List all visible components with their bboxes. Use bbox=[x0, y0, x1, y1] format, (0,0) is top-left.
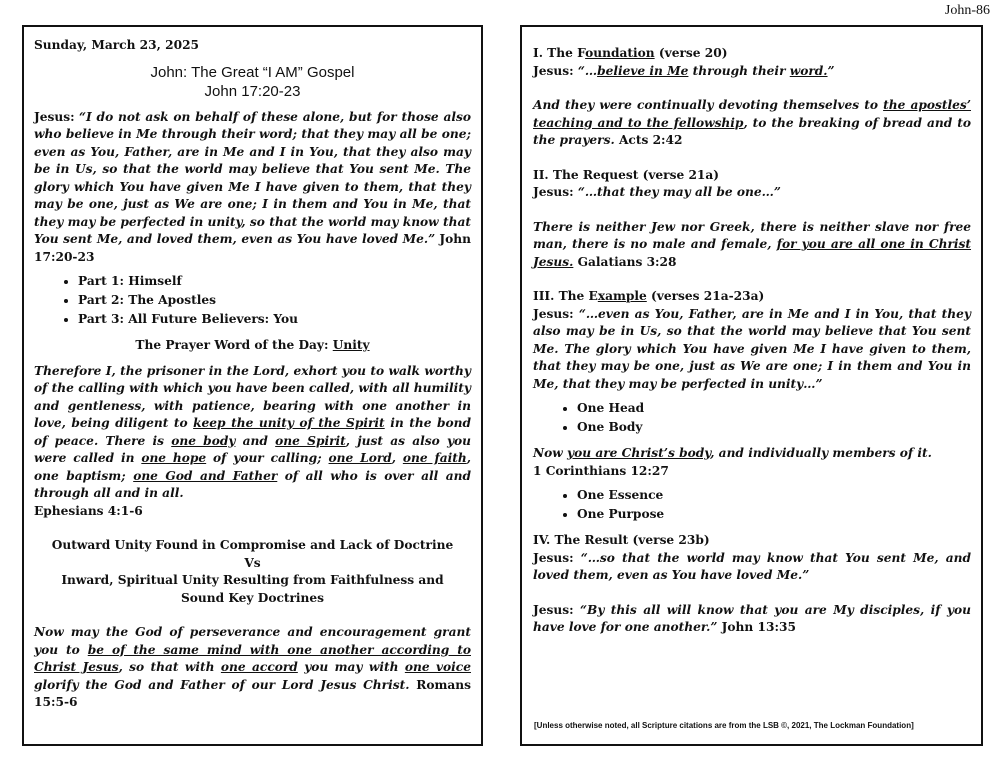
romans-passage: Now may the God of perseverance and encouragement grant you to be of the same mind with one another according to Christ Jesus, so that with one accord you may with one voice glorify the God and Father of our Lord Jesus Christ. Romans 15:5-6 bbox=[34, 625, 471, 709]
parts-list bbox=[34, 272, 471, 329]
quote-text: “I do not ask on behalf of these alone, but for those also who believe in Me through their word; that they may all be one; even as You, Father, are in Me and I in You, that they also may be in Us, so that the world may believe that You sent Me. The glory which You have given Me I have given to them, that they may be one, just as We are one; I in them and You in Me, that they may be perfected in unity, so that the world may know that You sent Me, and loved them, even as You have loved Me.” bbox=[34, 109, 471, 246]
title-line-2: John 17:20-23 bbox=[204, 82, 301, 100]
section-request-heading: II. The Request (verse 21a) bbox=[533, 167, 720, 182]
prayer-word-value: Unity bbox=[332, 338, 370, 352]
section-result-heading: IV. The Result (verse 23b) bbox=[533, 533, 710, 547]
section-result-quote: Jesus: “…so that the world may know that You sent Me, and loved them, even as You have loved Me.” bbox=[533, 550, 971, 582]
list-item: • One Head bbox=[577, 399, 971, 418]
list-item: • One Purpose bbox=[577, 505, 971, 524]
list-item: • Part 3: All Future Believers: You bbox=[78, 310, 471, 329]
prayer-word: The Prayer Word of the Day: Unity bbox=[135, 338, 370, 352]
sermon-title bbox=[34, 63, 471, 101]
galatians-passage: There is neither Jew nor Greek, there is neither slave nor free man, there is no male and female, for you are all one in Christ Jesus. Galatians 3:28 bbox=[533, 219, 972, 269]
right-panel bbox=[520, 25, 983, 746]
ephesians-passage: Therefore I, the prisoner in the Lord, exhort you to walk worthy of the calling with which you have been called, with all humility and gentleness, with patience, bearing with one another in love, being diligent to keep the unity of the Spirit in the bond of peace. There is one body and one Spirit, just as also you were called in one hope of your calling; one Lord, one faith, one baptism; one God and Father of all who is over all and through all and in all. Ephesians 4:1-6 bbox=[34, 363, 472, 518]
section-request-quote: Jesus: “…that they may all be one…” bbox=[533, 185, 781, 199]
john-17-quote bbox=[34, 109, 471, 267]
romans-ref: Romans 15:5-6 bbox=[34, 677, 471, 709]
sermon-date: Sunday, March 23, 2025 bbox=[34, 38, 200, 52]
scripture-footnote: [Unless otherwise noted, all Scripture citations are from the LSB ©, 2021, The Lockman Foundation] bbox=[534, 720, 914, 730]
john-13-quote: Jesus: “By this all will know that you are My disciples, if you have love for one another.” John 13:35 bbox=[533, 602, 971, 634]
section-example-heading: III. The Example (verses 21a-23a) bbox=[533, 289, 765, 303]
acts-passage: And they were continually devoting themselves to the apostles’ teaching and to the fellowship, to the breaking of bread and to the prayers. Acts 2:42 bbox=[533, 98, 971, 147]
list-item: • One Body bbox=[577, 418, 971, 437]
contrast-block: Outward Unity Found in Compromise and Lack of Doctrine Vs Inward, Spiritual Unity Resulting from Faithfulness and Sound Key Doctrines bbox=[51, 538, 454, 605]
page-number: John-86 bbox=[944, 3, 990, 18]
jesus-label: Jesus: bbox=[34, 109, 75, 124]
section-example-quote: Jesus: “…even as You, Father, are in Me and I in You, that they also may be in Us, so that the world may believe that You sent Me. The glory which You have given Me I have given to them, that they may be one, just as We are one; I in them and You in Me, that they may be perfected in unity…” bbox=[533, 306, 971, 391]
list-item: • One Essence bbox=[577, 486, 971, 505]
section-foundation-quote: Jesus: “…believe in Me through their word.” bbox=[533, 63, 835, 78]
unity-list-2 bbox=[533, 486, 971, 524]
corinthians-passage: Now you are Christ’s body, and individually members of it. 1 Corinthians 12:27 bbox=[533, 446, 932, 478]
list-item: • Part 2: The Apostles bbox=[78, 291, 471, 310]
section-foundation-heading: I. The Foundation (verse 20) bbox=[533, 46, 728, 60]
unity-list-1 bbox=[533, 399, 971, 437]
ephesians-ref: Ephesians 4:1-6 bbox=[34, 503, 143, 518]
left-panel bbox=[22, 25, 483, 746]
list-item: • Part 1: Himself bbox=[78, 272, 471, 291]
quote-ref: John 17:20-23 bbox=[34, 232, 472, 264]
title-line-1: John: The Great “I AM” Gospel bbox=[150, 63, 355, 81]
